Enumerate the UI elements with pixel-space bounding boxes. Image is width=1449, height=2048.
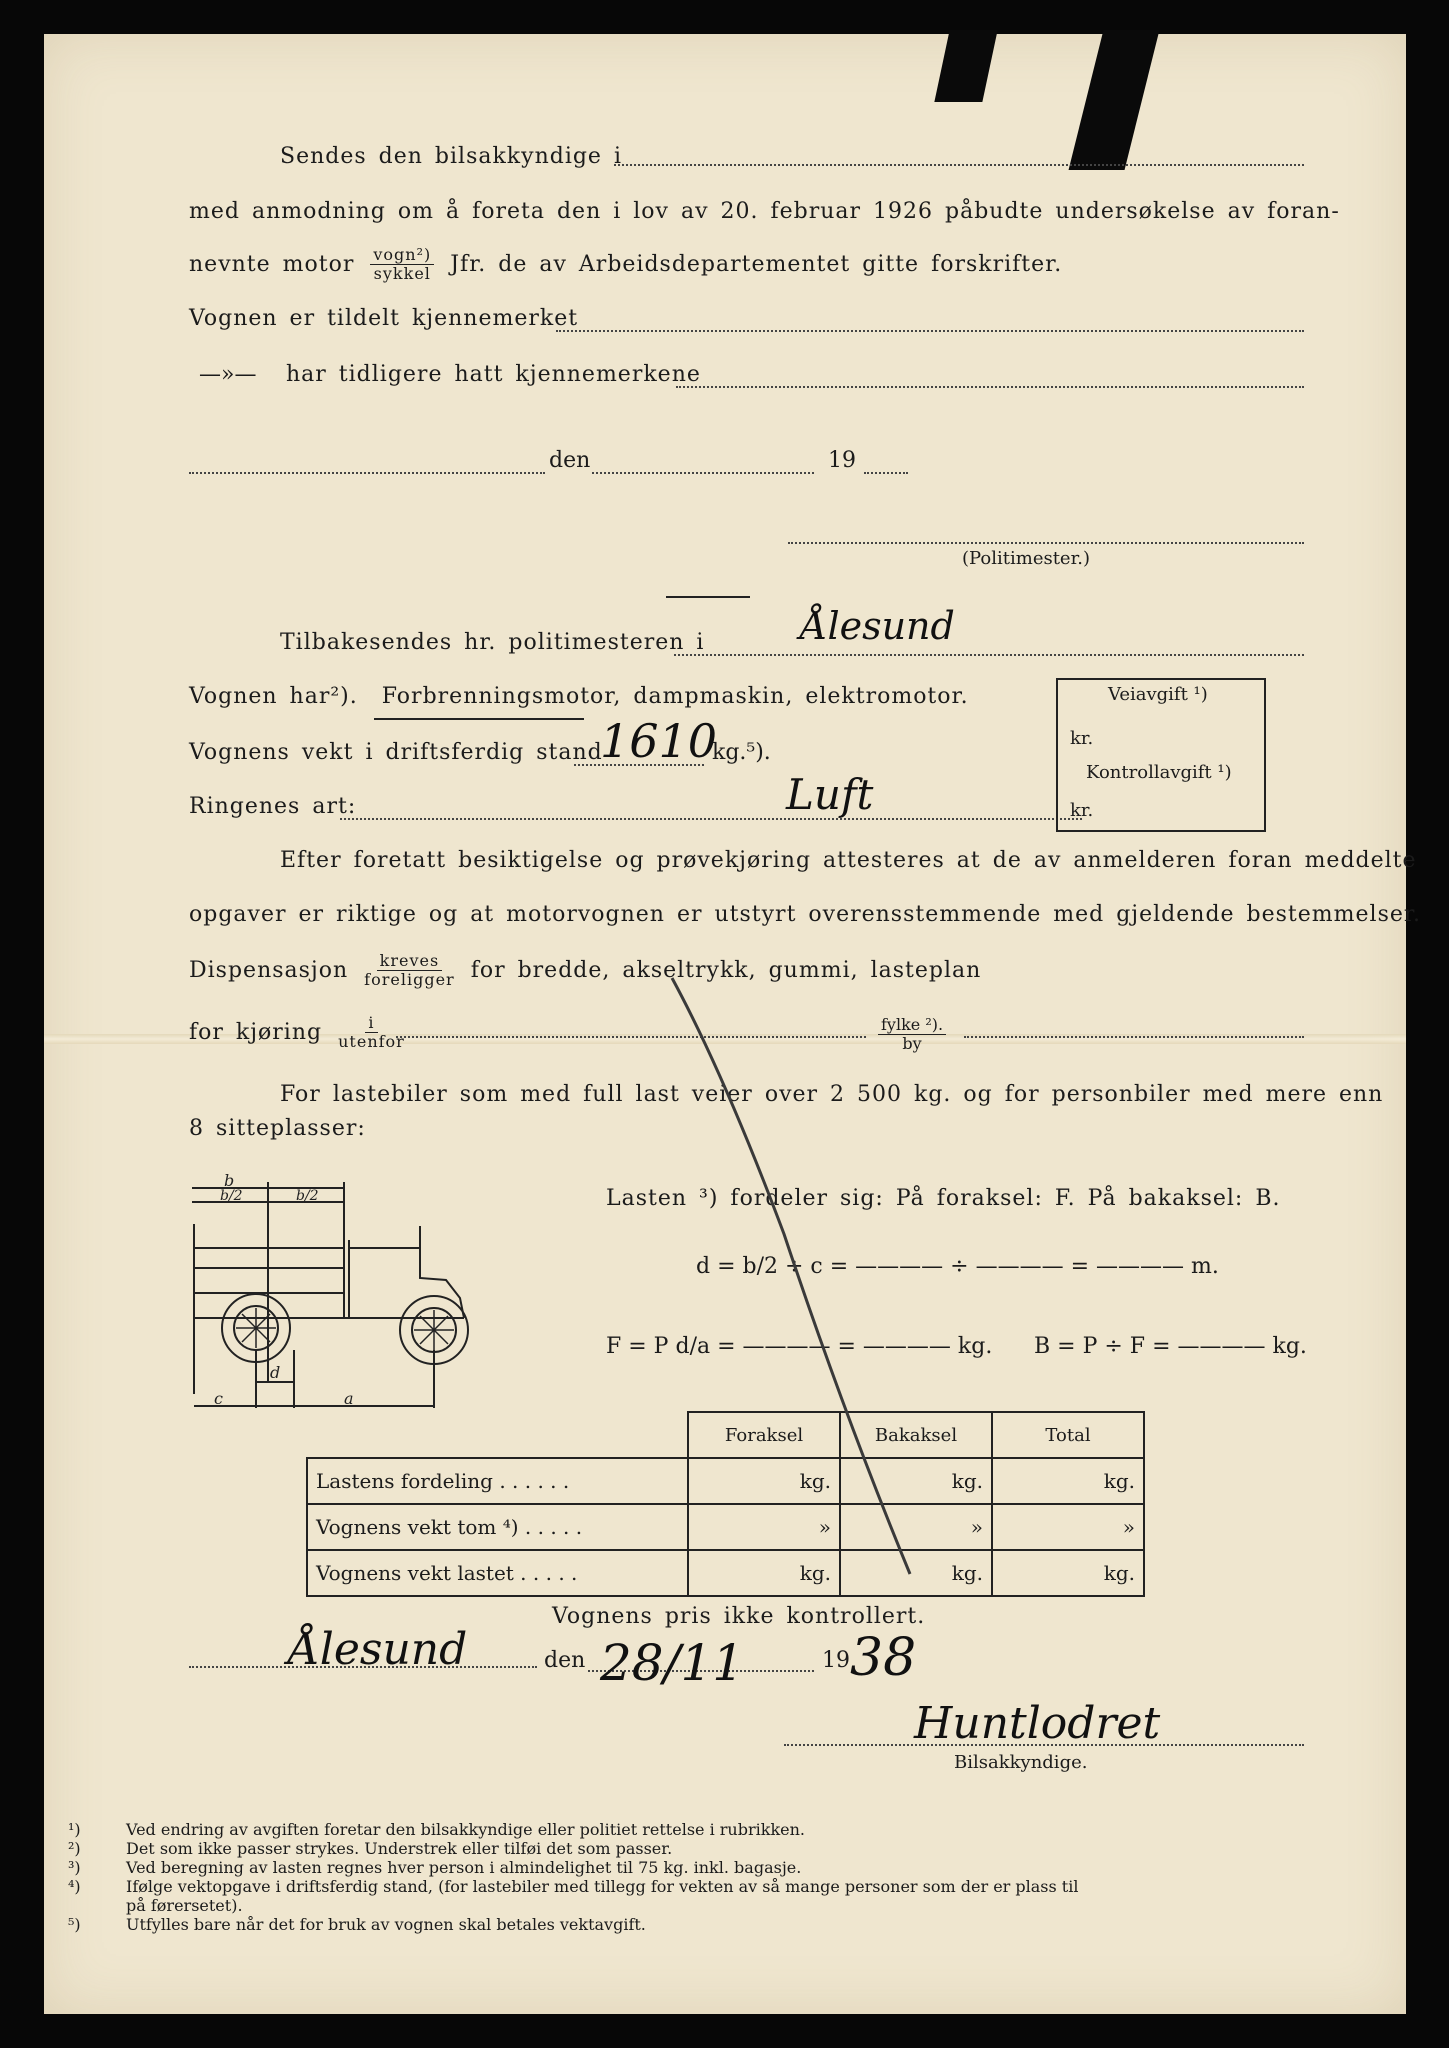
diagram-label-a: a	[344, 1389, 354, 1408]
footnote-mark: ¹)	[68, 1820, 81, 1839]
year-label-2: 19	[822, 1648, 850, 1673]
footnote-mark: ²)	[68, 1839, 81, 1858]
attest-para-1: Efter foretatt besiktigelse og prøvekjøring attesteres at de av anmelderen foran meddelte	[280, 848, 1417, 873]
lasten-line: Lasten ³) fordeler sig: På foraksel: F. På bakaksel: B.	[606, 1186, 1281, 1211]
frac-i: i	[365, 1014, 377, 1033]
kjennemerke-line: Vognen er tildelt kjennemerket	[189, 306, 579, 331]
ringenes-label: Ringenes art:	[189, 794, 357, 819]
motor-line-pre: nevnte motor	[189, 251, 355, 277]
footnote-item	[68, 1839, 1308, 1858]
frac-by: by	[902, 1034, 922, 1054]
footnote-text: Ved endring av avgiften foretar den bilsakkyndige eller politiet rettelse i rubrikken.	[126, 1820, 805, 1839]
vekt-handwriting: 1610	[600, 714, 718, 768]
ditto-mark: —»—	[199, 362, 257, 387]
place-handwriting: Ålesund	[288, 1624, 468, 1675]
send-line: Sendes den bilsakkyndige i	[280, 144, 622, 169]
footnote-text: Utfylles bare når det for bruk av vognen skal betales vektavgift.	[126, 1915, 646, 1934]
table-cell: kg.	[840, 1550, 992, 1596]
footnote-item	[68, 1896, 1308, 1915]
request-line: med anmodning om å foreta den i lov av 20. februar 1926 påbudte undersøkelse av foran-	[189, 199, 1340, 224]
footnote-mark: ⁵)	[68, 1915, 81, 1934]
tilbake-line: Tilbakesendes hr. politimesteren i	[280, 630, 705, 655]
bilsakkyndige-label: Bilsakkyndige.	[954, 1752, 1088, 1773]
tilbake-handwriting: Ålesund	[800, 604, 955, 648]
footnote-text: Det som ikke passer strykes. Understrek eller tilføi det som passer.	[126, 1839, 673, 1858]
motor-line-post: Jfr. de av Arbeidsdepartementet gitte forskrifter.	[450, 251, 1063, 277]
pen-strike-line	[44, 34, 1406, 2014]
lastebiler-line-2: 8 sitteplasser:	[189, 1116, 366, 1141]
footnote-item	[68, 1915, 1308, 1934]
footnote-item	[68, 1877, 1308, 1896]
kontrollavgift-label: Kontrollavgift ¹)	[1086, 762, 1232, 783]
date-handwriting: 28/11	[600, 1634, 745, 1692]
footnote-item	[68, 1858, 1308, 1877]
kontrollavgift-kr: kr.	[1070, 800, 1094, 821]
ringenes-handwriting: Luft	[786, 770, 874, 819]
lastebiler-line-1: For lastebiler som med full last veier over 2 500 kg. og for personbiler med mere enn	[280, 1082, 1384, 1107]
disp-pre: Dispensasjon	[189, 957, 349, 983]
table-cell: kg.	[992, 1458, 1144, 1504]
frac-sykkel: sykkel	[373, 264, 431, 284]
formula-d: d = b/2 ÷ c = ———— ÷ ———— = ———— m.	[696, 1254, 1219, 1279]
footnote-text: Ved beregning av lasten regnes hver person i almindelighet til 75 kg. inkl. bagasje.	[126, 1858, 802, 1877]
footnote-text: Ifølge vektopgave i driftsferdig stand, (for lastebiler med tillegg for vekten av så mange personer som der er plass til	[126, 1877, 1079, 1896]
footnotes	[68, 1820, 1308, 1934]
diagram-label-b2-right: b/2	[296, 1188, 319, 1204]
year-label-1: 19	[828, 448, 856, 473]
footnote-item	[68, 1820, 1308, 1839]
table-cell: »	[992, 1504, 1144, 1550]
bilsakkyndig-signature: Huntlodret	[914, 1698, 1161, 1749]
vekt-label: Vognens vekt i driftsferdig stand	[189, 740, 603, 765]
disp-post: for bredde, akseltrykk, gummi, lasteplan	[470, 957, 982, 983]
diagram-label-c: c	[214, 1389, 223, 1408]
frac-kreves: kreves	[377, 952, 443, 971]
vognen-har-label: Vognen har²).	[189, 684, 358, 709]
veiavgift-label: Veiavgift ¹)	[1108, 684, 1208, 705]
row-label: Vognens vekt tom ⁴) . . . . .	[307, 1504, 688, 1550]
motor-types: Forbrenningsmotor, dampmaskin, elektromotor.	[381, 684, 969, 709]
formula-b: B = P ÷ F = ———— kg.	[1034, 1334, 1307, 1359]
table-cell: »	[688, 1504, 840, 1550]
table-cell: »	[840, 1504, 992, 1550]
table-header-cell: Total	[992, 1412, 1144, 1458]
row-label: Vognens vekt lastet . . . . .	[307, 1550, 688, 1596]
table-cell: kg.	[688, 1458, 840, 1504]
politimester-label: (Politimester.)	[962, 548, 1090, 569]
formula-f: F = P d/a = ———— = ———— kg.	[606, 1334, 993, 1359]
table-cell: kg.	[992, 1550, 1144, 1596]
den-label-1: den	[549, 448, 591, 473]
diagram-label-b2-left: b/2	[220, 1188, 243, 1204]
frac-utenfor: utenfor	[338, 1032, 405, 1052]
form-sheet	[44, 34, 1421, 2014]
table-header-cell: Foraksel	[688, 1412, 840, 1458]
row-label: Lastens fordeling . . . . . .	[307, 1458, 688, 1504]
table-cell: kg.	[840, 1458, 992, 1504]
year-handwriting: 38	[850, 1628, 917, 1688]
table-header-cell: Bakaksel	[840, 1412, 992, 1458]
footnote-mark: ³)	[68, 1858, 81, 1877]
footnote-text: på førersetet).	[126, 1896, 243, 1915]
frac-fylke: fylke ²).	[878, 1016, 946, 1035]
den-label-2: den	[544, 1648, 586, 1673]
attest-para-2: opgaver er riktige og at motorvognen er utstyrt overensstemmende med gjeldende bestemmelser.	[189, 902, 1421, 927]
footnote-mark: ⁴)	[68, 1877, 81, 1896]
kjoring-label: for kjøring	[189, 1019, 323, 1045]
diagram-label-b: b	[224, 1171, 235, 1190]
frac-foreligger: foreligger	[364, 970, 455, 990]
vekt-unit: kg.⁵).	[712, 740, 771, 765]
diagram-label-d: d	[270, 1363, 281, 1382]
table-cell: kg.	[688, 1550, 840, 1596]
tidligere-line: har tidligere hatt kjennemerkene	[286, 362, 701, 387]
footnote-mark	[68, 1896, 126, 1915]
pris-note: Vognens pris ikke kontrollert.	[552, 1604, 926, 1629]
frac-vogn: vogn²)	[370, 246, 434, 265]
veiavgift-kr: kr.	[1070, 728, 1094, 749]
